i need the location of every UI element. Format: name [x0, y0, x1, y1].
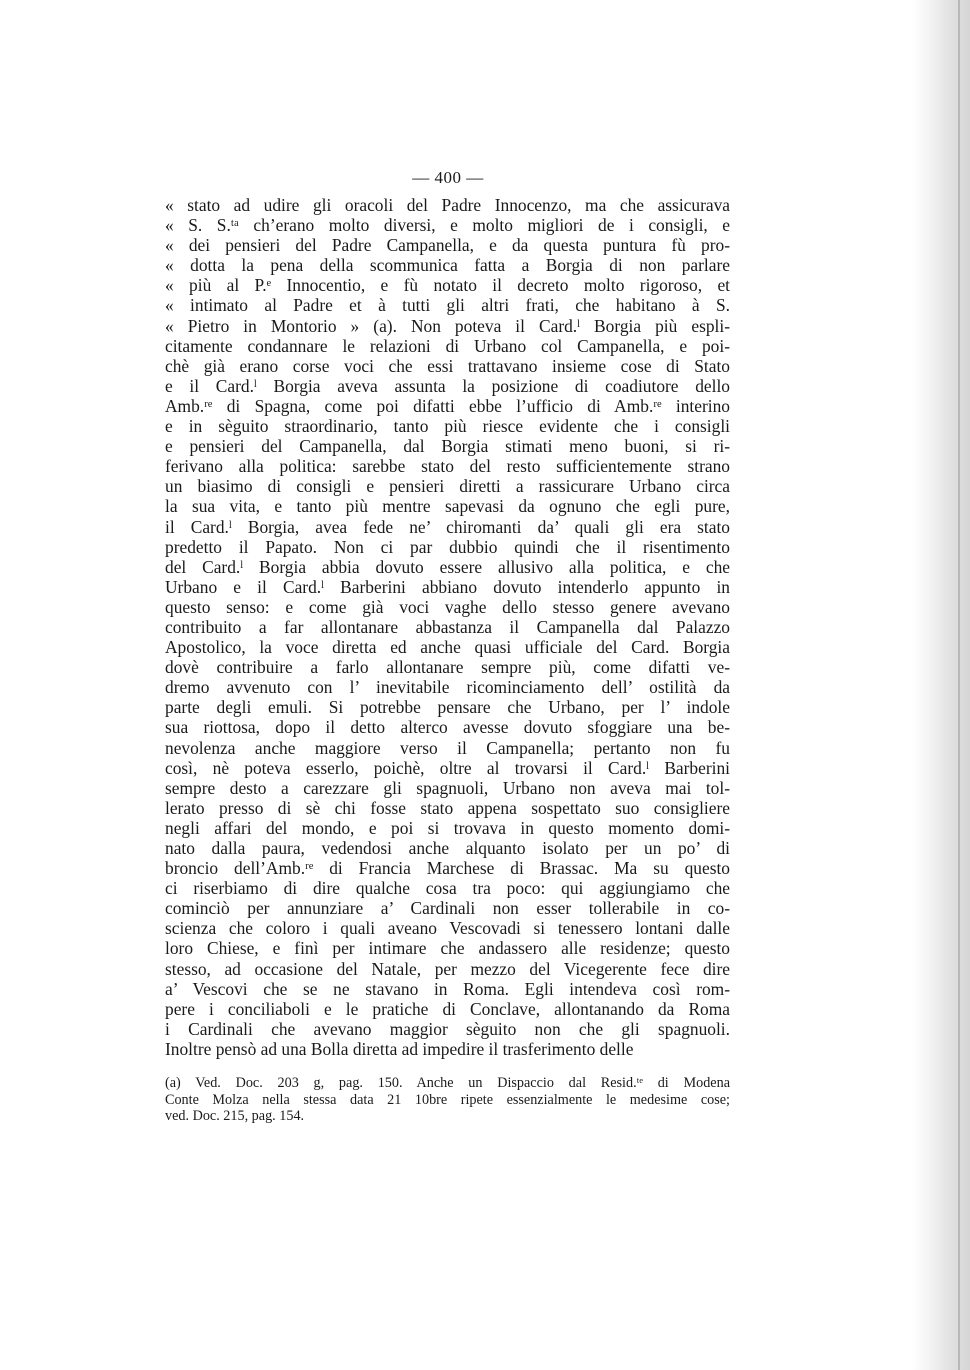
- text-line: questo senso: e come già voci vaghe dello stesso genere avevano: [165, 596, 730, 617]
- text-line: stesso, ad occasione del Natale, per mezzo del Vicegerente fece dire: [165, 958, 730, 979]
- text-line: predetto il Papato. Non ci par dubbio quindi che il risentimento: [165, 536, 730, 557]
- text-line: pere i conciliaboli e le pratiche di Conclave, allontanando da Roma: [165, 998, 730, 1019]
- text-line: citamente condannare le relazioni di Urbano col Campanella, e poi-: [165, 335, 730, 356]
- text-line: Amb.ʳᵉ di Spagna, come poi difatti ebbe l’ufficio di Amb.ʳᵉ interino: [165, 395, 730, 416]
- footnote-line: (a) Ved. Doc. 203 g, pag. 150. Anche un Dispaccio dal Resid.ᵗᵉ di Modena: [165, 1075, 730, 1091]
- text-line: cominciò per annunziare a’ Cardinali non esser tollerabile in co-: [165, 898, 730, 919]
- text-line: nevolenza anche maggiore verso il Campanella; pertanto non fu: [165, 737, 730, 758]
- text-line: scienza che coloro i quali aveano Vescovadi si tenessero lontani dalle: [165, 918, 730, 939]
- text-line: Apostolico, la voce diretta ed anche quasi ufficiale del Card. Borgia: [165, 637, 730, 658]
- page-number: — 400 —: [412, 168, 484, 187]
- text-line: così, nè poteva esserlo, poichè, oltre al trovarsi il Card.ˡ Barberini: [165, 757, 730, 778]
- text-line: ferivano alla politica: sarebbe stato del resto sufficientemente strano: [165, 456, 730, 477]
- text-line: e in sèguito straordinario, tanto più riesce evidente che i consigli: [165, 416, 730, 437]
- text-line: lerato presso di sè chi fosse stato appena sospettato suo consigliere: [165, 797, 730, 818]
- text-line: e il Card.ˡ Borgia aveva assunta la posizione di coadiutore dello: [165, 375, 730, 396]
- text-line: « dotta la pena della scommunica fatta a Borgia di non parlare: [165, 255, 730, 276]
- text-line: contribuito a far allontanare abbastanza il Campanella dal Palazzo: [165, 616, 730, 637]
- text-line: « intimato al Padre et à tutti gli altri frati, che habitano à S.: [165, 295, 730, 316]
- footnotes: [165, 1075, 730, 1125]
- text-line: ci riserbiamo di dire qualche cosa tra poco: qui aggiungiamo che: [165, 878, 730, 899]
- text-line: un biasimo di consigli e pensieri diretti a rassicurare Urbano circa: [165, 476, 730, 497]
- text-line: e pensieri del Campanella, dal Borgia stimati meno buoni, si ri-: [165, 436, 730, 457]
- text-line: « stato ad udire gli oracoli del Padre Innocenzo, ma che assicurava: [165, 195, 730, 215]
- text-line: sempre desto a carezzare gli spagnuoli, Urbano non aveva mai tol-: [165, 777, 730, 798]
- text-line: a’ Vescovi che se ne stavano in Roma. Egli intendeva così rom-: [165, 978, 730, 999]
- text-line: i Cardinali che avevano maggior sèguito non che gli spagnuoli.: [165, 1018, 730, 1039]
- text-line: Inoltre pensò ad una Bolla diretta ad impedire il trasferimento delle: [165, 1038, 634, 1059]
- text-line: negli affari del mondo, e poi si trovava in questo momento domi-: [165, 817, 730, 838]
- text-line: del Card.ˡ Borgia abbia dovuto essere allusivo alla politica, e che: [165, 556, 730, 577]
- text-line: la sua vita, e tanto più mentre sapevasi da ognuno che egli pure,: [165, 496, 730, 517]
- text-line: dovè contribuire a farlo allontanare sempre più, come difatti ve-: [165, 657, 730, 678]
- text-line: il Card.ˡ Borgia, avea fede ne’ chiromanti da’ quali gli era stato: [165, 516, 730, 537]
- footnote-line: Conte Molza nella stessa data 21 10bre ripete essenzialmente le medesime cose;: [165, 1091, 730, 1108]
- text-line: dremo avvenuto con l’ inevitabile ricominciamento dell’ ostilità da: [165, 677, 730, 698]
- scan-edge-shadow: [912, 0, 970, 1370]
- text-line: sua riottosa, dopo il detto alterco avesse dovuto sfoggiare una be-: [165, 717, 730, 738]
- text-line: chè già erano corse voci che essi trattavano insieme cose di Stato: [165, 355, 730, 376]
- text-line: nato dalla paura, vedendosi anche alquanto isolato per un po’ di: [165, 838, 730, 858]
- text-line: « dei pensieri del Padre Campanella, e da questa puntura fù pro-: [165, 235, 730, 256]
- text-line: loro Chiese, e finì per intimare che andassero alle residenze; questo: [165, 938, 730, 959]
- text-line: « S. S.ᵗᵃ ch’erano molto diversi, e molto migliori de i consigli, e: [165, 215, 730, 236]
- text-line: « Pietro in Montorio » (a). Non poteva il Card.ˡ Borgia più espli-: [165, 315, 730, 336]
- scan-edge-line: [958, 0, 960, 1370]
- footnote-line: ved. Doc. 215, pag. 154.: [165, 1108, 305, 1124]
- text-line: « più al P.ᵉ Innocentio, e fù notato il decreto molto rigoroso, et: [165, 275, 730, 296]
- text-line: broncio dell’Amb.ʳᵉ di Francia Marchese di Brassac. Ma su questo: [165, 858, 730, 879]
- body-text: [165, 195, 730, 1059]
- text-line: Urbano e il Card.ˡ Barberini abbiano dovuto intenderlo appunto in: [165, 576, 730, 597]
- text-line: parte degli emuli. Si potrebbe pensare che Urbano, per l’ indole: [165, 697, 730, 718]
